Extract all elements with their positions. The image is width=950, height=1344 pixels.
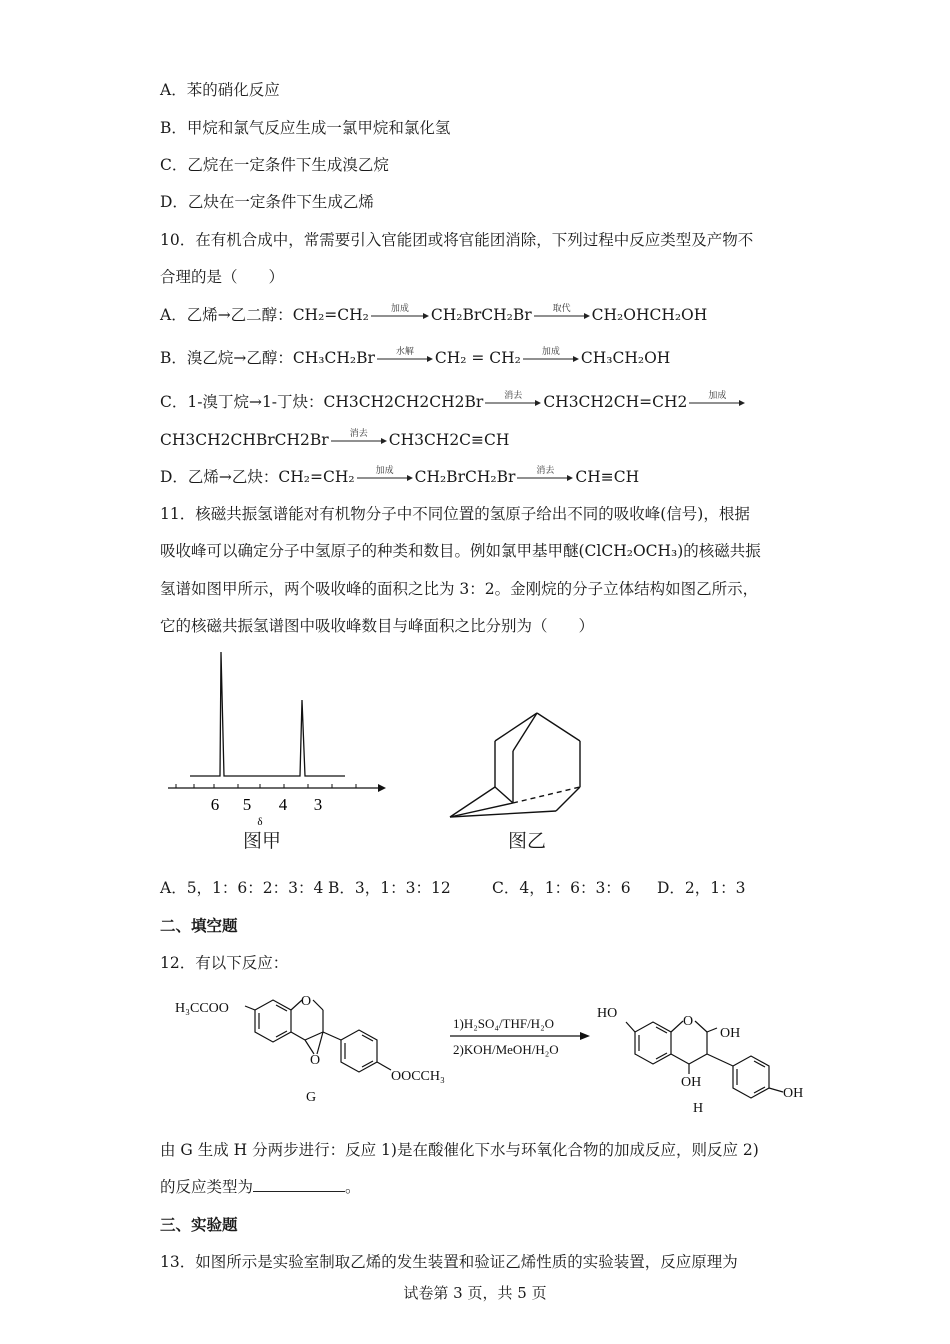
q13-line1: 13．如图所示是实验室制取乙烯的发生装置和验证乙烯性质的实验装置，反应原理为: [160, 1253, 738, 1271]
g-acetoxy-group-2: OOCCH₃: [391, 1069, 445, 1084]
arrow-label: 加成: [541, 347, 560, 357]
g-ring-oxygen: O: [301, 994, 312, 1009]
arrow-label: 消去: [349, 429, 368, 439]
q11-option-b: B．3，1：3：12: [328, 879, 451, 897]
arrow-label: 加成: [375, 466, 394, 476]
adamantane-structure-figure: [440, 705, 600, 825]
q9-option-d: D．乙炔在一定条件下生成乙烯: [160, 193, 374, 211]
h-hydroxyl-4: OH: [783, 1086, 804, 1101]
q10-option-d: [160, 467, 639, 487]
q10-option-a: [160, 305, 707, 325]
q10-c-s2: CH3CH2CH=CH2: [543, 393, 688, 411]
q10-option-c-cont: [160, 430, 509, 450]
condition-step-1: 1)H₂SO₄/THF/H₂O: [453, 1016, 554, 1031]
reaction-arrow: [357, 466, 413, 482]
q10-option-c: [160, 392, 747, 412]
reaction-arrow: [523, 347, 579, 363]
q12-line2-text: 的反应类型为: [160, 1178, 254, 1196]
compound-label-h: H: [693, 1101, 704, 1116]
arrow-label: 消去: [504, 391, 523, 401]
figure-b-caption: 图乙: [508, 830, 547, 852]
q10-c-s4: CH3CH2C≡CH: [388, 431, 510, 449]
q10-stem-line1: 10．在有机合成中，常需要引入官能团或将官能团消除，下列过程中反应类型及产物不: [160, 231, 754, 249]
tick-label: 4: [278, 795, 288, 814]
arrow-label: 消去: [536, 466, 555, 476]
reaction-arrow: [689, 391, 745, 407]
q11-line3: 氢谱如图甲所示，两个吸收峰的面积之比为 3：2。金刚烷的分子立体结构如图乙所示，: [160, 580, 759, 598]
tick-label: 5: [242, 795, 252, 814]
q12-stem: 12．有以下反应：: [160, 954, 289, 972]
q10-a-s2: CH₂BrCH₂Br: [430, 306, 532, 324]
reaction-arrow: [485, 391, 541, 407]
section-heading-experiment: 三、实验题: [160, 1215, 238, 1234]
g-acetoxy-group: H₃CCOO: [175, 1001, 229, 1016]
answer-blank[interactable]: [253, 1177, 345, 1192]
tick-label: 6: [210, 795, 220, 814]
q10-c-prefix: C．1-溴丁烷→1-丁炔：: [160, 393, 324, 411]
h-hydroxyl-1: HO: [597, 1006, 618, 1021]
q10-option-b: [160, 348, 670, 368]
q12-line1: 由 G 生成 H 分两步进行：反应 1)是在酸催化下水与环氧化合物的加成反应，则反应 2): [160, 1141, 759, 1159]
reaction-arrow: [331, 429, 387, 445]
q10-c-s1: CH3CH2CH2CH2Br: [323, 393, 484, 411]
tick-label: 3: [313, 795, 323, 814]
q10-d-s1: CH₂=CH₂: [278, 468, 355, 486]
arrow-label: 加成: [708, 391, 727, 401]
axis-arrowhead: [378, 784, 386, 792]
q10-d-prefix: D．乙烯→乙炔：: [160, 468, 279, 486]
nmr-spectrum-trace: [190, 652, 345, 776]
q9-option-a: A．苯的硝化反应: [160, 81, 280, 99]
q10-b-prefix: B．溴乙烷→乙醇：: [160, 349, 293, 367]
q9-option-c: C．乙烷在一定条件下生成溴乙烷: [160, 156, 389, 174]
arrow-label: 取代: [552, 304, 571, 314]
q10-b-s2: CH₂ = CH₂: [434, 349, 521, 367]
reaction-arrow: [371, 304, 429, 320]
delta-axis-label: δ: [257, 816, 263, 828]
section-heading-fill-blank: 二、填空题: [160, 916, 238, 935]
g-epoxide-oxygen: O: [310, 1053, 321, 1068]
q11-option-d: D．2，1：3: [657, 879, 746, 897]
q11-option-c: C．4，1：6：3：6: [492, 879, 631, 897]
compound-label-g: G: [306, 1090, 317, 1105]
q12-line2: [160, 1177, 361, 1197]
q11-option-a: A．5，1：6：2：3：4: [160, 879, 324, 897]
q10-a-s3: CH₂OHCH₂OH: [591, 306, 708, 324]
page-footer: 试卷第 3 页，共 5 页: [403, 1284, 547, 1302]
q10-d-s3: CH≡CH: [575, 468, 640, 486]
q9-option-b: B．甲烷和氯气反应生成一氯甲烷和氯化氢: [160, 119, 451, 137]
q10-a-prefix: A．乙烯→乙二醇：: [160, 306, 293, 324]
h-ring-oxygen: O: [683, 1014, 694, 1029]
q10-b-s1: CH₃CH₂Br: [292, 349, 375, 367]
reaction-arrow: [534, 304, 590, 320]
q11-line4: 它的核磁共振氢谱图中吸收峰数目与峰面积之比分别为（ ）: [160, 617, 595, 635]
reaction-scheme-g-to-h: [165, 988, 825, 1123]
q10-a-s1: CH₂=CH₂: [292, 306, 369, 324]
q10-d-s2: CH₂BrCH₂Br: [414, 468, 516, 486]
h-hydroxyl-2: OH: [720, 1026, 741, 1041]
q10-b-s3: CH₃CH₂OH: [580, 349, 671, 367]
h-hydroxyl-3: OH: [681, 1075, 702, 1090]
reaction-arrowhead: [580, 1032, 590, 1040]
q10-c-s3: CH3CH2CHBrCH2Br: [160, 431, 329, 449]
condition-step-2: 2)KOH/MeOH/H₂O: [453, 1042, 559, 1057]
figure-a-caption: 图甲: [243, 830, 282, 852]
q11-line2: 吸收峰可以确定分子中氢原子的种类和数目。例如氯甲基甲醚(ClCH₂OCH₃)的核磁共振: [160, 542, 761, 560]
q12-line2-end: 。: [345, 1178, 361, 1196]
q11-line1: 11．核磁共振氢谱能对有机物分子中不同位置的氢原子给出不同的吸收峰(信号)，根据: [160, 505, 750, 523]
arrow-label: 加成: [390, 304, 409, 314]
arrow-label: 水解: [395, 347, 414, 357]
reaction-arrow: [517, 466, 573, 482]
reaction-arrow: [377, 347, 433, 363]
q10-stem-line2: 合理的是（ ）: [160, 268, 285, 286]
